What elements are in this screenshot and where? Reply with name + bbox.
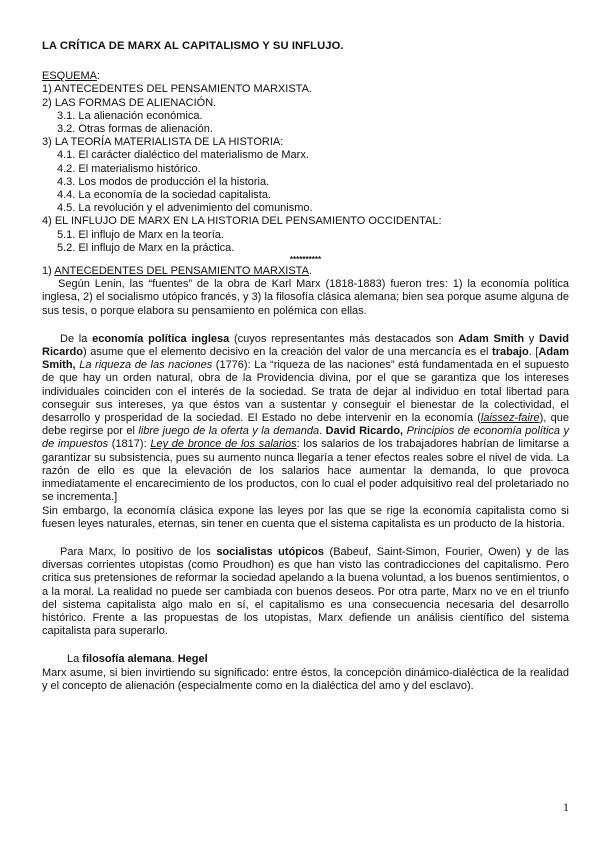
- outline-item: 3.2. Otras formas de alienación.: [57, 123, 213, 136]
- outline-item: 4.1. El carácter dialéctico del materialismo de Marx.: [57, 149, 309, 162]
- section-heading-end: .: [308, 265, 312, 278]
- separator: **********: [289, 255, 322, 265]
- outline-colon: :: [97, 70, 101, 83]
- page-number: 1: [563, 800, 569, 814]
- subheading-filosofia: La filosofía alemana. Hegel: [67, 653, 208, 666]
- outline-label: ESQUEMA: [42, 70, 98, 83]
- term-ley-bronce: Ley de bronce de los salarios: [150, 438, 297, 451]
- paragraph-economia-inglesa: De la economía política inglesa (cuyos representantes más destacados son Adam Smith y David Ricardo) asume que el elemento decisivo en la creación del valor de una mercancía es el trabajo. [Adam Smith, La riqueza de las naciones (1776): La “riqueza de las naciones” está fundamentada en el supuesto de que hay un orden natural, obra de la Providencia divina, por el que se garantiza que los intereses individuales coinciden con el interés de la sociedad. Se trata de dejar al individuo en total libertad para conseguir sus intereses, ya que éstos van a sustentar y conseguir el bienestar de la colectividad, el desarrollo y prosperidad de la sociedad. El Estado no debe intervenir en la economía (laissez-faire), que debe regirse por el libre juego de la oferta y la demanda. David Ricardo, Principios de economía política y de impuestos (1817): Ley de bronce de los salarios: los salarios de los trabajadores habrían de limitarse a garantizar su subsistencia, pues su aumento nunca llegaría a tener efectos reales sobre el nivel de vida. La razón de ello es que la elevación de los salarios hace aumentar la demanda, lo que provoca inmediatamente el encarecimiento de los productos, con lo cual el poder adquisitivo real del proletariado no se incrementa.]: [42, 332, 569, 504]
- term-trabajo: trabajo: [492, 346, 529, 359]
- outline-item: 3.1. La alienación económica.: [57, 109, 203, 122]
- outline-item: 4.4. La economía de la sociedad capitalista.: [57, 189, 272, 202]
- outline-item: 1) ANTECEDENTES DEL PENSAMIENTO MARXISTA.: [42, 83, 312, 96]
- outline-item: 4.2. El materialismo histórico.: [57, 162, 201, 175]
- paragraph-economia-clasica: Sin embargo, la economía clásica expone las leyes por las que se rige la economía capitalista como si fuesen leyes naturales, eternas, sin tener en cuenta que el sistema capitalista es un producto de la historia.: [42, 504, 569, 530]
- term-socialistas-utopicos: socialistas utópicos: [216, 545, 324, 558]
- document-page: [42, 40, 569, 693]
- section-heading-text: ANTECEDENTES DEL PENSAMIENTO MARXISTA: [54, 265, 309, 278]
- outline-item: 5.1. El influjo de Marx en la teoría.: [57, 228, 224, 241]
- term-economia-politica: economía política inglesa: [92, 332, 230, 345]
- paragraph-fuentes: Según Lenin, las “fuentes” de la obra de Karl Marx (1818-1883) fueron tres: 1) la economía política inglesa, 2) el socialismo utópico francés, y 3) la filosofía clásica alemana; bien sea porque asume alguna de sus tesis, o porque elabora su pensamiento en polémica con ellas.: [42, 278, 569, 317]
- section-number: 1): [42, 265, 55, 278]
- name-adam-smith: Adam Smith: [458, 332, 525, 345]
- term-laissez-faire: laissez-faire: [480, 412, 540, 425]
- document-title: LA CRÍTICA DE MARX AL CAPITALISMO Y SU INFLUJO.: [42, 40, 344, 52]
- outline-item: 2) LAS FORMAS DE ALIENACIÓN.: [42, 96, 217, 109]
- outline-item: 4.3. Los modos de producción el la historia.: [57, 175, 270, 188]
- outline-item: 3) LA TEORÍA MATERIALISTA DE LA HISTORIA:: [42, 136, 284, 149]
- outline-heading: [42, 70, 569, 83]
- book-principios: Principios de economía política y de impuestos: [42, 425, 569, 451]
- paragraph-hegel: Marx asume, si bien invirtiendo su significado: entre éstos, la concepción dinámico-dialéctica de la realidad y el concepto de alienación (especialmente como en la dialéctica del amo y del esclavo).: [42, 666, 569, 692]
- outline-items: [42, 83, 569, 255]
- name-david-ricardo: David Ricardo: [42, 332, 569, 359]
- section-heading: [42, 265, 569, 278]
- outline-item: 4.5. La revolución y el advenimiento del comunismo.: [57, 202, 313, 215]
- outline: [42, 70, 569, 265]
- outline-item: 4) EL INFLUJO DE MARX EN LA HISTORIA DEL PENSAMIENTO OCCIDENTAL:: [42, 215, 442, 228]
- outline-item: 5.2. El influjo de Marx en la práctica.: [57, 241, 235, 254]
- book-riqueza-naciones: La riqueza de las naciones: [79, 359, 213, 372]
- paragraph-socialistas: Para Marx, lo positivo de los socialistas utópicos (Babeuf, Saint-Simon, Fourier, Owen) y de las diversas corrientes utopistas (como Proudhon) es que han visto las contradicciones del capitalismo. Pero critica sus pretensiones de reformar la sociedad apelando a la buena voluntad, a los buenos sentimientos, o a la moral. La realidad no puede ser cambiada con buenos deseos. Por otra parte, Marx no ve en el triunfo del sistema capitalista algo malo en sí, el capitalismo es una consecuencia necesaria del desarrollo histórico. Frente a las propuestas de los utopistas, Marx defiende un análisis científico del sistema capitalista para superarlo.: [42, 545, 570, 638]
